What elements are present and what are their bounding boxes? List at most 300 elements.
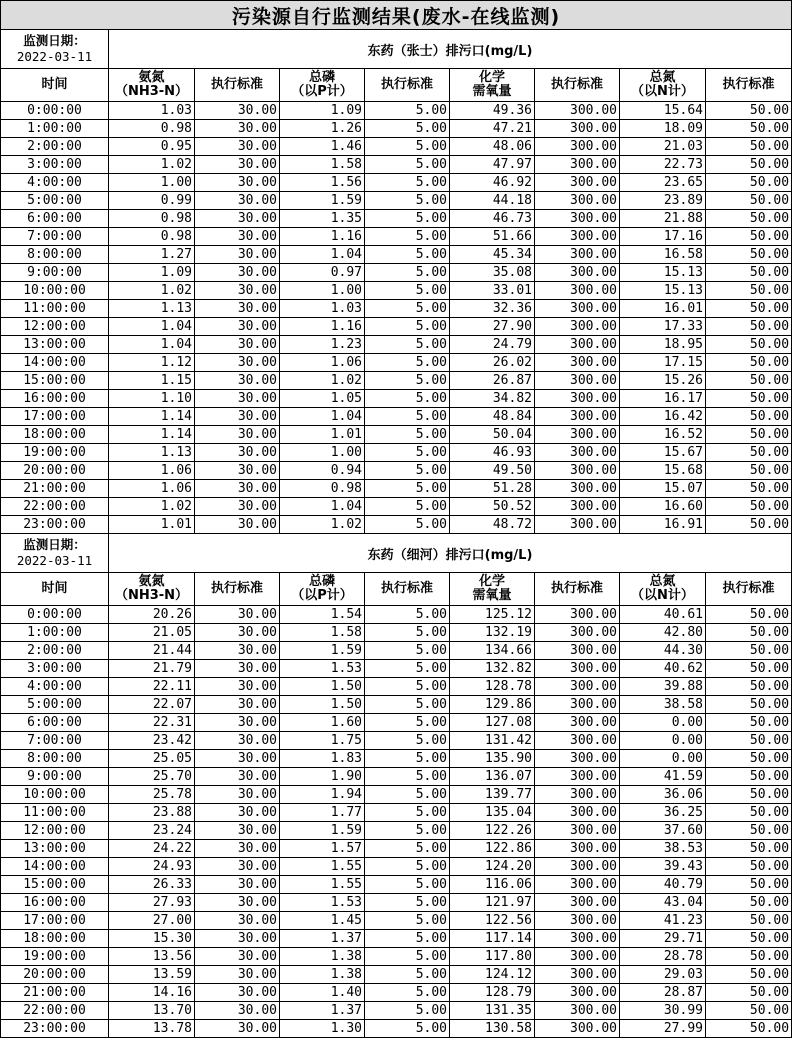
time-cell: 9:00:00: [1, 768, 109, 786]
time-cell: 20:00:00: [1, 462, 109, 480]
value-cell: 27.99: [620, 1020, 706, 1038]
value-cell: 29.71: [620, 930, 706, 948]
table-row: [1, 876, 792, 894]
value-cell: 50.04: [450, 426, 535, 444]
value-cell: 30.00: [195, 624, 280, 642]
value-cell: 124.20: [450, 858, 535, 876]
value-cell: 300.00: [535, 354, 620, 372]
value-cell: 131.35: [450, 1002, 535, 1020]
time-cell: 22:00:00: [1, 1002, 109, 1020]
value-cell: 5.00: [365, 840, 450, 858]
time-cell: 5:00:00: [1, 696, 109, 714]
table-row: [1, 282, 792, 300]
value-cell: 1.77: [280, 804, 365, 822]
value-cell: 1.16: [280, 228, 365, 246]
value-cell: 300.00: [535, 714, 620, 732]
column-header: [1, 573, 109, 606]
value-cell: 50.00: [706, 660, 792, 678]
value-cell: 300.00: [535, 750, 620, 768]
value-cell: 16.42: [620, 408, 706, 426]
monitoring-date-value: 2022-03-11: [16, 553, 93, 568]
table-row: [1, 192, 792, 210]
value-cell: 30.00: [195, 714, 280, 732]
value-cell: 300.00: [535, 876, 620, 894]
value-cell: 30.00: [195, 840, 280, 858]
value-cell: 50.00: [706, 390, 792, 408]
value-cell: 30.00: [195, 120, 280, 138]
value-cell: 30.00: [195, 444, 280, 462]
value-cell: 1.59: [280, 192, 365, 210]
column-header-line2: （以N计）: [631, 588, 694, 603]
value-cell: 50.00: [706, 498, 792, 516]
value-cell: 1.27: [109, 246, 195, 264]
value-cell: 5.00: [365, 984, 450, 1002]
column-header-line1: 总氮: [649, 574, 676, 589]
value-cell: 22.07: [109, 696, 195, 714]
value-cell: 1.04: [280, 408, 365, 426]
value-cell: 46.73: [450, 210, 535, 228]
value-cell: 5.00: [365, 282, 450, 300]
value-cell: 22.11: [109, 678, 195, 696]
value-cell: 300.00: [535, 732, 620, 750]
value-cell: 0.98: [109, 210, 195, 228]
value-cell: 300.00: [535, 120, 620, 138]
table-body: [1, 1, 792, 1038]
value-cell: 1.06: [109, 480, 195, 498]
value-cell: 30.00: [195, 372, 280, 390]
value-cell: 1.55: [280, 876, 365, 894]
column-header-line2: 需氧量: [472, 588, 512, 603]
value-cell: 50.00: [706, 732, 792, 750]
value-cell: 30.00: [195, 228, 280, 246]
value-cell: 50.00: [706, 894, 792, 912]
value-cell: 23.88: [109, 804, 195, 822]
value-cell: 51.28: [450, 480, 535, 498]
column-header-line2: 需氧量: [472, 84, 512, 99]
value-cell: 1.90: [280, 768, 365, 786]
time-cell: 15:00:00: [1, 876, 109, 894]
table-row: [1, 912, 792, 930]
value-cell: 300.00: [535, 822, 620, 840]
value-cell: 127.08: [450, 714, 535, 732]
column-header-line1: 执行标准: [210, 77, 263, 92]
time-cell: 0:00:00: [1, 606, 109, 624]
value-cell: 38.58: [620, 696, 706, 714]
value-cell: 1.02: [280, 516, 365, 534]
value-cell: 13.59: [109, 966, 195, 984]
table-row: [1, 372, 792, 390]
time-cell: 1:00:00: [1, 120, 109, 138]
value-cell: 1.14: [109, 408, 195, 426]
value-cell: 1.16: [280, 318, 365, 336]
value-cell: 50.00: [706, 930, 792, 948]
value-cell: 135.04: [450, 804, 535, 822]
table-row: [1, 714, 792, 732]
value-cell: 30.00: [195, 282, 280, 300]
table-row: [1, 606, 792, 624]
column-header: [535, 573, 620, 606]
table-row: [1, 300, 792, 318]
value-cell: 0.99: [109, 192, 195, 210]
value-cell: 50.00: [706, 246, 792, 264]
value-cell: 18.09: [620, 120, 706, 138]
time-cell: 13:00:00: [1, 840, 109, 858]
value-cell: 23.42: [109, 732, 195, 750]
value-cell: 48.06: [450, 138, 535, 156]
time-cell: 7:00:00: [1, 228, 109, 246]
value-cell: 26.02: [450, 354, 535, 372]
value-cell: 1.02: [109, 156, 195, 174]
value-cell: 1.06: [109, 462, 195, 480]
monitoring-date-label: 监测日期：: [23, 537, 86, 552]
time-cell: 13:00:00: [1, 336, 109, 354]
value-cell: 1.54: [280, 606, 365, 624]
value-cell: 5.00: [365, 660, 450, 678]
time-cell: 12:00:00: [1, 318, 109, 336]
time-cell: 4:00:00: [1, 174, 109, 192]
column-header-line1: 总磷: [308, 70, 335, 85]
value-cell: 27.00: [109, 912, 195, 930]
value-cell: 1.40: [280, 984, 365, 1002]
value-cell: 5.00: [365, 768, 450, 786]
value-cell: 5.00: [365, 354, 450, 372]
value-cell: 1.04: [109, 336, 195, 354]
time-cell: 1:00:00: [1, 624, 109, 642]
value-cell: 30.00: [195, 426, 280, 444]
value-cell: 300.00: [535, 174, 620, 192]
column-header: [109, 573, 195, 606]
value-cell: 30.00: [195, 804, 280, 822]
value-cell: 300.00: [535, 408, 620, 426]
value-cell: 28.87: [620, 984, 706, 1002]
column-header: [280, 573, 365, 606]
value-cell: 300.00: [535, 318, 620, 336]
value-cell: 125.12: [450, 606, 535, 624]
value-cell: 300.00: [535, 228, 620, 246]
value-cell: 5.00: [365, 678, 450, 696]
column-header-line2: （NH3-N）: [114, 588, 189, 603]
table-row: [1, 840, 792, 858]
value-cell: 5.00: [365, 246, 450, 264]
time-cell: 3:00:00: [1, 156, 109, 174]
value-cell: 300.00: [535, 210, 620, 228]
value-cell: 1.45: [280, 912, 365, 930]
column-header-line1: 执行标准: [380, 77, 433, 92]
value-cell: 1.26: [280, 120, 365, 138]
value-cell: 300.00: [535, 1002, 620, 1020]
value-cell: 22.73: [620, 156, 706, 174]
table-row: [1, 642, 792, 660]
value-cell: 1.37: [280, 1002, 365, 1020]
table-row: [1, 786, 792, 804]
value-cell: 50.00: [706, 912, 792, 930]
value-cell: 5.00: [365, 894, 450, 912]
value-cell: 50.00: [706, 696, 792, 714]
value-cell: 50.00: [706, 480, 792, 498]
value-cell: 23.89: [620, 192, 706, 210]
value-cell: 5.00: [365, 426, 450, 444]
value-cell: 1.10: [109, 390, 195, 408]
value-cell: 300.00: [535, 912, 620, 930]
value-cell: 39.43: [620, 858, 706, 876]
column-header-line1: 时间: [41, 77, 68, 92]
column-header: [280, 69, 365, 102]
value-cell: 50.00: [706, 786, 792, 804]
value-cell: 30.00: [195, 300, 280, 318]
value-cell: 117.14: [450, 930, 535, 948]
value-cell: 5.00: [365, 642, 450, 660]
time-cell: 2:00:00: [1, 642, 109, 660]
monitoring-date-value: 2022-03-11: [16, 49, 93, 64]
value-cell: 30.00: [195, 660, 280, 678]
value-cell: 30.00: [195, 876, 280, 894]
time-cell: 3:00:00: [1, 660, 109, 678]
table-row: [1, 768, 792, 786]
value-cell: 117.80: [450, 948, 535, 966]
table-row: [1, 804, 792, 822]
value-cell: 5.00: [365, 966, 450, 984]
table-row: [1, 894, 792, 912]
table-row: [1, 822, 792, 840]
outlet-name: 东药（张士）排污口(mg/L): [109, 30, 792, 69]
value-cell: 300.00: [535, 192, 620, 210]
value-cell: 30.00: [195, 516, 280, 534]
value-cell: 30.00: [195, 408, 280, 426]
value-cell: 40.61: [620, 606, 706, 624]
value-cell: 1.23: [280, 336, 365, 354]
value-cell: 300.00: [535, 678, 620, 696]
column-header-line1: 执行标准: [722, 77, 775, 92]
table-row: [1, 228, 792, 246]
time-cell: 9:00:00: [1, 264, 109, 282]
value-cell: 130.58: [450, 1020, 535, 1038]
value-cell: 50.00: [706, 624, 792, 642]
column-header: [195, 69, 280, 102]
value-cell: 5.00: [365, 444, 450, 462]
table-row: [1, 750, 792, 768]
value-cell: 50.00: [706, 840, 792, 858]
column-header: [195, 573, 280, 606]
value-cell: 50.00: [706, 1020, 792, 1038]
table-row: [1, 516, 792, 534]
value-cell: 1.58: [280, 156, 365, 174]
time-cell: 18:00:00: [1, 426, 109, 444]
value-cell: 1.15: [109, 372, 195, 390]
value-cell: 5.00: [365, 138, 450, 156]
table-row: [1, 858, 792, 876]
value-cell: 1.09: [109, 264, 195, 282]
table-row: [1, 336, 792, 354]
table-row: [1, 624, 792, 642]
table-row: [1, 480, 792, 498]
value-cell: 300.00: [535, 948, 620, 966]
column-header: [706, 69, 792, 102]
time-cell: 16:00:00: [1, 390, 109, 408]
table-row: [1, 120, 792, 138]
time-cell: 17:00:00: [1, 912, 109, 930]
value-cell: 50.00: [706, 876, 792, 894]
value-cell: 15.13: [620, 282, 706, 300]
value-cell: 1.83: [280, 750, 365, 768]
value-cell: 26.87: [450, 372, 535, 390]
column-header: [706, 573, 792, 606]
outlet-name: 东药（细河）排污口(mg/L): [109, 534, 792, 573]
value-cell: 50.00: [706, 858, 792, 876]
value-cell: 5.00: [365, 480, 450, 498]
value-cell: 30.00: [195, 732, 280, 750]
value-cell: 24.22: [109, 840, 195, 858]
value-cell: 1.60: [280, 714, 365, 732]
value-cell: 5.00: [365, 948, 450, 966]
table-row: [1, 318, 792, 336]
value-cell: 29.03: [620, 966, 706, 984]
value-cell: 50.00: [706, 966, 792, 984]
value-cell: 300.00: [535, 264, 620, 282]
value-cell: 50.52: [450, 498, 535, 516]
value-cell: 15.67: [620, 444, 706, 462]
value-cell: 5.00: [365, 714, 450, 732]
value-cell: 46.92: [450, 174, 535, 192]
table-row: [1, 678, 792, 696]
value-cell: 37.60: [620, 822, 706, 840]
value-cell: 27.93: [109, 894, 195, 912]
value-cell: 5.00: [365, 372, 450, 390]
table-row: [1, 174, 792, 192]
value-cell: 5.00: [365, 930, 450, 948]
value-cell: 36.06: [620, 786, 706, 804]
value-cell: 15.07: [620, 480, 706, 498]
value-cell: 5.00: [365, 1002, 450, 1020]
value-cell: 5.00: [365, 174, 450, 192]
value-cell: 50.00: [706, 678, 792, 696]
time-cell: 0:00:00: [1, 102, 109, 120]
value-cell: 136.07: [450, 768, 535, 786]
time-cell: 14:00:00: [1, 858, 109, 876]
value-cell: 50.00: [706, 948, 792, 966]
value-cell: 122.56: [450, 912, 535, 930]
value-cell: 30.00: [195, 912, 280, 930]
time-cell: 6:00:00: [1, 714, 109, 732]
value-cell: 30.00: [195, 930, 280, 948]
value-cell: 20.26: [109, 606, 195, 624]
value-cell: 50.00: [706, 318, 792, 336]
value-cell: 32.36: [450, 300, 535, 318]
value-cell: 49.50: [450, 462, 535, 480]
time-cell: 8:00:00: [1, 246, 109, 264]
value-cell: 300.00: [535, 696, 620, 714]
value-cell: 1.59: [280, 642, 365, 660]
value-cell: 30.00: [195, 966, 280, 984]
value-cell: 39.88: [620, 678, 706, 696]
value-cell: 15.64: [620, 102, 706, 120]
value-cell: 25.70: [109, 768, 195, 786]
value-cell: 50.00: [706, 300, 792, 318]
value-cell: 21.88: [620, 210, 706, 228]
value-cell: 300.00: [535, 390, 620, 408]
value-cell: 41.23: [620, 912, 706, 930]
value-cell: 16.91: [620, 516, 706, 534]
value-cell: 5.00: [365, 858, 450, 876]
value-cell: 300.00: [535, 606, 620, 624]
value-cell: 1.53: [280, 660, 365, 678]
monitoring-date-cell: [1, 534, 109, 573]
value-cell: 5.00: [365, 786, 450, 804]
value-cell: 122.26: [450, 822, 535, 840]
value-cell: 5.00: [365, 624, 450, 642]
value-cell: 50.00: [706, 750, 792, 768]
value-cell: 5.00: [365, 102, 450, 120]
time-cell: 4:00:00: [1, 678, 109, 696]
value-cell: 50.00: [706, 336, 792, 354]
value-cell: 33.01: [450, 282, 535, 300]
value-cell: 1.30: [280, 1020, 365, 1038]
value-cell: 1.12: [109, 354, 195, 372]
value-cell: 300.00: [535, 984, 620, 1002]
value-cell: 30.00: [195, 156, 280, 174]
value-cell: 30.00: [195, 768, 280, 786]
value-cell: 50.00: [706, 822, 792, 840]
value-cell: 1.35: [280, 210, 365, 228]
value-cell: 5.00: [365, 912, 450, 930]
value-cell: 50.00: [706, 714, 792, 732]
value-cell: 30.00: [195, 984, 280, 1002]
value-cell: 128.78: [450, 678, 535, 696]
value-cell: 300.00: [535, 246, 620, 264]
value-cell: 5.00: [365, 390, 450, 408]
table-row: [1, 138, 792, 156]
value-cell: 0.00: [620, 750, 706, 768]
column-header-row: [1, 69, 792, 102]
time-cell: 7:00:00: [1, 732, 109, 750]
value-cell: 1.03: [109, 102, 195, 120]
column-header-row: [1, 573, 792, 606]
value-cell: 50.00: [706, 156, 792, 174]
value-cell: 30.00: [195, 1020, 280, 1038]
value-cell: 0.98: [280, 480, 365, 498]
table-row: [1, 264, 792, 282]
value-cell: 5.00: [365, 156, 450, 174]
value-cell: 0.98: [109, 228, 195, 246]
time-cell: 23:00:00: [1, 1020, 109, 1038]
time-cell: 16:00:00: [1, 894, 109, 912]
time-cell: 10:00:00: [1, 282, 109, 300]
time-cell: 6:00:00: [1, 210, 109, 228]
value-cell: 14.16: [109, 984, 195, 1002]
column-header-line2: （以N计）: [631, 84, 694, 99]
value-cell: 50.00: [706, 516, 792, 534]
value-cell: 300.00: [535, 894, 620, 912]
value-cell: 5.00: [365, 120, 450, 138]
time-cell: 19:00:00: [1, 948, 109, 966]
value-cell: 30.00: [195, 210, 280, 228]
value-cell: 16.17: [620, 390, 706, 408]
value-cell: 128.79: [450, 984, 535, 1002]
value-cell: 13.78: [109, 1020, 195, 1038]
value-cell: 1.75: [280, 732, 365, 750]
value-cell: 50.00: [706, 462, 792, 480]
value-cell: 300.00: [535, 768, 620, 786]
value-cell: 1.00: [280, 282, 365, 300]
value-cell: 27.90: [450, 318, 535, 336]
value-cell: 28.78: [620, 948, 706, 966]
table-row: [1, 462, 792, 480]
column-header-line1: 时间: [41, 581, 68, 596]
page-title: 污染源自行监测结果(废水-在线监测): [1, 1, 792, 30]
value-cell: 300.00: [535, 840, 620, 858]
value-cell: 1.50: [280, 678, 365, 696]
table-row: [1, 246, 792, 264]
value-cell: 21.05: [109, 624, 195, 642]
